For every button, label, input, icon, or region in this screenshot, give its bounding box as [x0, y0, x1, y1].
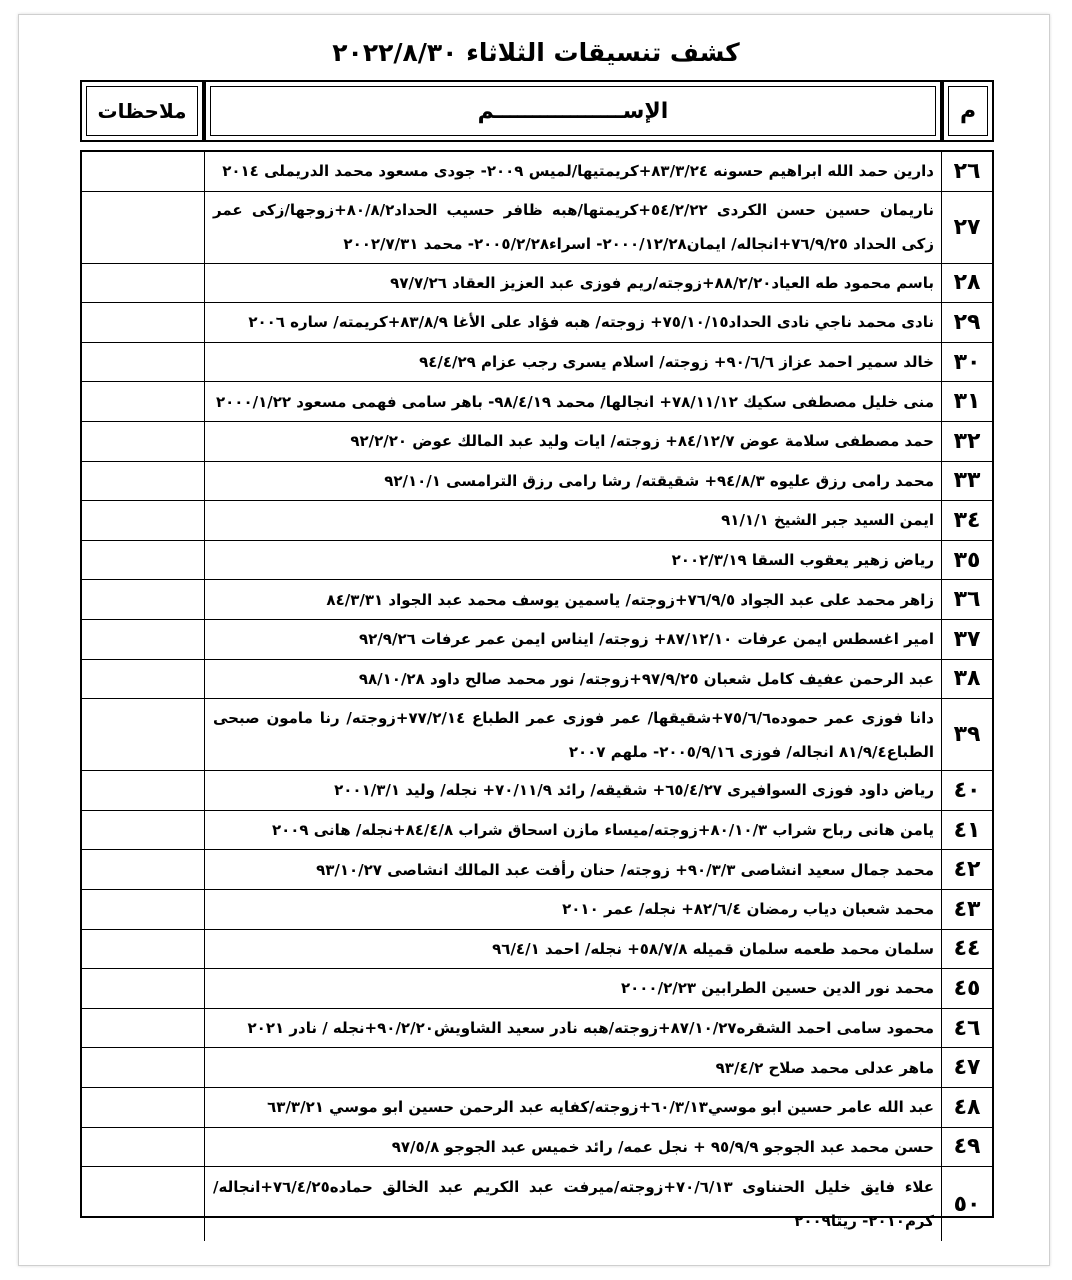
- row-name-text: يامن هانى رباح شراب ٨٠/١٠/٣+زوجته/ميساء مازن اسحاق شراب ٨٤/٤/٨+نجله/ هانى ٢٠٠٩: [271, 821, 934, 840]
- row-name-text: زاهر محمد على عبد الجواد ٧٦/٩/٥+زوجته/ ياسمين يوسف محمد عبد الجواد ٨٤/٣/٣١: [326, 590, 934, 609]
- row-number: ٣٤: [941, 501, 992, 540]
- names-table: [80, 150, 994, 1231]
- row-notes: [82, 1048, 204, 1087]
- row-name-cell: [204, 462, 942, 501]
- row-name-text: سلمان محمد طعمه سلمان قميله ٥٨/٧/٨+ نجله/ احمد ٩٦/٤/١: [492, 939, 934, 958]
- row-name-text: رياض داود فوزى السوافيرى ٦٥/٤/٢٧+ شقيقه/ رائد ٧٠/١١/٩+ نجله/ وليد ٢٠٠١/٣/١: [334, 781, 934, 800]
- row-name-cell: [204, 541, 942, 580]
- row-notes: [82, 811, 204, 850]
- header-notes: [80, 80, 204, 142]
- row-number: ٤٥: [941, 969, 992, 1008]
- row-notes: [82, 303, 204, 342]
- row-name-text: علاء فايق خليل الحنناوى ٧٠/٦/١٣+زوجته/ميرفت عبد الكريم عبد الخالق حماده٧٦/٤/٢٥+انجاله/كرم٢٠١٠- ريتا٢٠٠٩: [213, 1178, 934, 1231]
- table-row: [82, 811, 992, 851]
- row-number: ٤٧: [941, 1048, 992, 1087]
- table-row: [82, 850, 992, 890]
- row-notes: [82, 1009, 204, 1048]
- table-row: [82, 343, 992, 383]
- row-notes: [82, 343, 204, 382]
- row-notes: [82, 620, 204, 659]
- header-name: [204, 80, 942, 142]
- row-notes: [82, 264, 204, 303]
- row-name-cell: [204, 620, 942, 659]
- row-name-cell: [204, 1048, 942, 1087]
- row-notes: [82, 699, 204, 770]
- row-name-cell: [204, 969, 942, 1008]
- row-name-text: خالد سمير احمد عزاز ٩٠/٦/٦+ زوجته/ اسلام يسرى رجب عزام ٩٤/٤/٢٩: [419, 353, 934, 372]
- table-header: [80, 80, 994, 146]
- table-row: [82, 152, 992, 192]
- row-name-cell: [204, 660, 942, 699]
- page-title: كشف تنسيقات الثلاثاء ٢٠٢٢/٨/٣٠: [332, 38, 740, 67]
- row-number: ٣٩: [941, 699, 992, 770]
- table-row: [82, 620, 992, 660]
- row-name-text: نادى محمد ناجي نادى الحداد٧٥/١٠/١٥+ زوجته/ هبه فؤاد على الأغا ٨٣/٨/٩+كريمته/ ساره ٢٠٠٦: [248, 313, 934, 332]
- row-number: ٣٧: [941, 620, 992, 659]
- row-notes: [82, 660, 204, 699]
- row-number: ٣١: [941, 382, 992, 421]
- row-name-cell: [204, 1009, 942, 1048]
- row-number: ٢٨: [941, 264, 992, 303]
- row-name-text: محمد جمال سعيد انشاصى ٩٠/٣/٣+ زوجته/ حنان رأفت عبد المالك انشاصى ٩٣/١٠/٢٧: [316, 860, 934, 879]
- row-name-cell: [204, 1088, 942, 1127]
- row-notes: [82, 192, 204, 263]
- row-notes: [82, 462, 204, 501]
- row-name-text: حسن محمد عبد الجوجو ٩٥/٩/٩ + نجل عمه/ رائد خميس عبد الجوجو ٩٧/٥/٨: [391, 1137, 934, 1156]
- row-number: ٢٩: [941, 303, 992, 342]
- table-row: [82, 1167, 992, 1241]
- table-row: [82, 660, 992, 700]
- row-number: ٤٠: [941, 771, 992, 810]
- table-row: [82, 422, 992, 462]
- row-notes: [82, 850, 204, 889]
- row-notes: [82, 969, 204, 1008]
- header-number: [942, 80, 994, 142]
- row-name-cell: [204, 1167, 942, 1241]
- table-row: [82, 264, 992, 304]
- row-number: ٤٨: [941, 1088, 992, 1127]
- row-name-cell: [204, 501, 942, 540]
- row-notes: [82, 422, 204, 461]
- header-name-label: الإســـــــــــــــــم: [210, 86, 936, 136]
- row-notes: [82, 890, 204, 929]
- row-notes: [82, 1167, 204, 1241]
- table-row: [82, 969, 992, 1009]
- row-name-text: محمد رامى رزق عليوه ٩٤/٨/٣+ شقيقته/ رشا رامى رزق الترامسى ٩٢/١٠/١: [384, 471, 934, 490]
- row-name-text: امير اغسطس ايمن عرفات ٨٧/١٢/١٠+ زوجته/ ايناس ايمن عمر عرفات ٩٢/٩/٢٦: [359, 630, 934, 649]
- row-notes: [82, 771, 204, 810]
- table-row: [82, 580, 992, 620]
- row-name-text: باسم محمود طه العياد٨٨/٢/٢٠+زوجته/ريم فوزى عبد العزيز العقاد ٩٧/٧/٢٦: [390, 273, 934, 292]
- row-notes: [82, 580, 204, 619]
- row-notes: [82, 382, 204, 421]
- row-name-cell: [204, 382, 942, 421]
- row-name-text: ماهر عدلى محمد صلاح ٩٣/٤/٢: [715, 1058, 934, 1077]
- row-name-text: ناريمان حسين حسن الكردى ٥٤/٢/٢٢+كريمتها/هبه ظافر حسيب الحداد٨٠/٨/٢+زوجها/زكى عمر زكى الحداد ٧٦/٩/٢٥+انجاله/ ايمان٢٠٠٠/١٢/٢٨- اسراء٢٠٠٥/٢/٢٨- محمد ٢٠٠٢/٧/٣١: [213, 201, 934, 254]
- row-name-text: عبد الله عامر حسين ابو موسي٦٠/٣/١٣+زوجته/كفايه عبد الرحمن حسين ابو موسي ٦٣/٣/٢١: [267, 1098, 934, 1117]
- row-name-text: دانا فوزى عمر حموده٧٥/٦/٦+شقيقها/ عمر فوزى عمر الطباع ٧٧/٢/١٤+زوجته/ رنا مامون صبحى الطباع٨١/٩/٤ انجاله/ فوزى ٢٠٠٥/٩/١٦- ملهم ٢٠٠٧: [213, 708, 934, 761]
- row-name-cell: [204, 264, 942, 303]
- row-notes: [82, 152, 204, 191]
- header-notes-label: ملاحظات: [86, 86, 198, 136]
- table-row: [82, 501, 992, 541]
- row-number: ٢٧: [941, 192, 992, 263]
- row-number: ٤٣: [941, 890, 992, 929]
- row-number: ٢٦: [941, 152, 992, 191]
- row-number: ٣٣: [941, 462, 992, 501]
- row-number: ٥٠: [941, 1167, 992, 1241]
- table-row: [82, 890, 992, 930]
- row-name-text: محمد نور الدين حسين الطرابين ٢٠٠٠/٢/٢٣: [620, 979, 934, 998]
- table-row: [82, 541, 992, 581]
- row-name-text: رياض زهير يعقوب السقا ٢٠٠٢/٣/١٩: [671, 551, 934, 570]
- row-number: ٤١: [941, 811, 992, 850]
- row-name-cell: [204, 422, 942, 461]
- table-row: [82, 1088, 992, 1128]
- row-name-text: عبد الرحمن عفيف كامل شعبان ٩٧/٩/٢٥+زوجته/ نور محمد صالح داود ٩٨/١٠/٢٨: [358, 669, 934, 688]
- row-name-cell: [204, 930, 942, 969]
- row-notes: [82, 1128, 204, 1167]
- table-row: [82, 192, 992, 264]
- row-number: ٣٠: [941, 343, 992, 382]
- row-name-text: منى خليل مصطفى سكيك ٧٨/١١/١٢+ انجالها/ محمد ٩٨/٤/١٩- باهر سامى فهمى مسعود ٢٠٠٠/١/٢٢: [216, 392, 934, 411]
- row-name-text: محمود سامى احمد الشقره٨٧/١٠/٢٧+زوجته/هبه نادر سعيد الشاويش٩٠/٢/٢٠+نجله / نادر ٢٠٢١: [247, 1019, 934, 1038]
- row-name-cell: [204, 699, 942, 770]
- row-notes: [82, 1088, 204, 1127]
- row-name-cell: [204, 850, 942, 889]
- table-row: [82, 1009, 992, 1049]
- table-row: [82, 699, 992, 771]
- table-row: [82, 303, 992, 343]
- row-number: ٤٦: [941, 1009, 992, 1048]
- table-row: [82, 1128, 992, 1168]
- row-name-cell: [204, 192, 942, 263]
- table-row: [82, 382, 992, 422]
- row-name-text: محمد شعبان دياب رمضان ٨٢/٦/٤+ نجله/ عمر ٢٠١٠: [562, 900, 934, 919]
- row-number: ٤٢: [941, 850, 992, 889]
- table-row: [82, 1048, 992, 1088]
- row-name-cell: [204, 152, 942, 191]
- row-name-cell: [204, 303, 942, 342]
- row-number: ٤٩: [941, 1128, 992, 1167]
- table-row: [82, 930, 992, 970]
- row-number: ٣٢: [941, 422, 992, 461]
- row-name-text: ايمن السيد جبر الشيخ ٩١/١/١: [721, 511, 934, 530]
- row-name-cell: [204, 811, 942, 850]
- row-name-cell: [204, 580, 942, 619]
- row-number: ٣٥: [941, 541, 992, 580]
- row-name-text: حمد مصطفى سلامة عوض ٨٤/١٢/٧+ زوجته/ ايات وليد عبد المالك عوض ٩٢/٢/٢٠: [350, 432, 934, 451]
- row-number: ٣٦: [941, 580, 992, 619]
- table-row: [82, 771, 992, 811]
- row-name-cell: [204, 1128, 942, 1167]
- row-notes: [82, 501, 204, 540]
- row-name-text: دارين حمد الله ابراهيم حسونه ٨٣/٣/٢٤+كريمتيها/لميس ٢٠٠٩- جودى مسعود محمد الدريملى ٢٠١٤: [222, 162, 934, 181]
- row-notes: [82, 541, 204, 580]
- row-name-cell: [204, 343, 942, 382]
- row-name-cell: [204, 890, 942, 929]
- row-name-cell: [204, 771, 942, 810]
- row-notes: [82, 930, 204, 969]
- row-number: ٤٤: [941, 930, 992, 969]
- table-row: [82, 462, 992, 502]
- row-number: ٣٨: [941, 660, 992, 699]
- header-number-label: م: [948, 86, 988, 136]
